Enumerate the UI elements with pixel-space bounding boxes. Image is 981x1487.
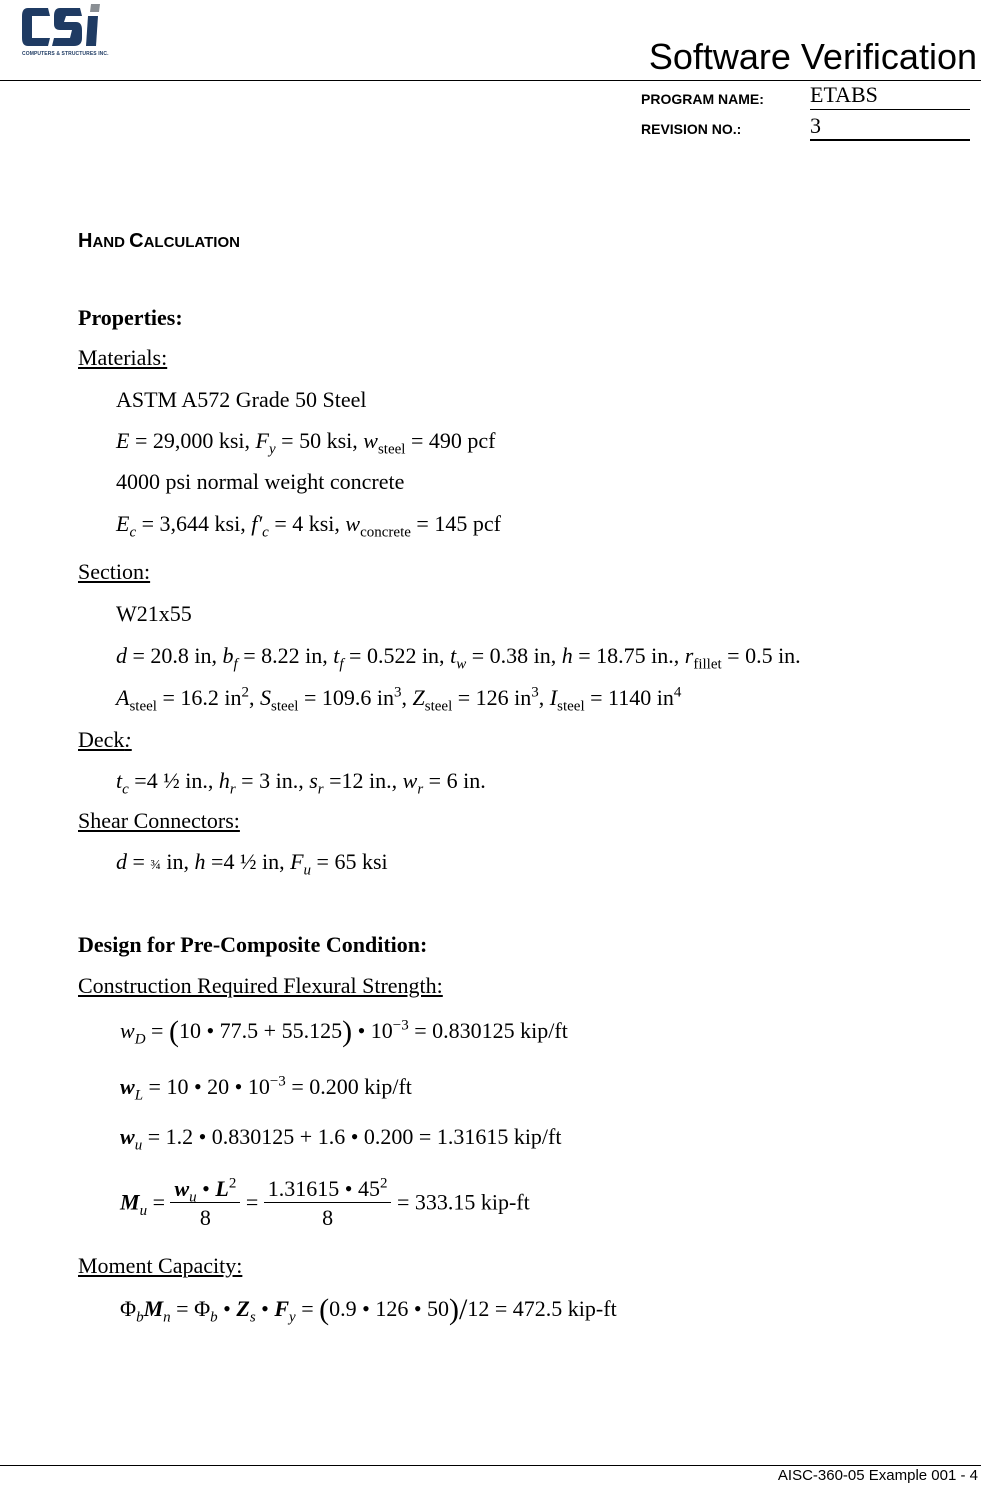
footer-divider [0, 1465, 981, 1466]
program-name-value: ETABS [810, 82, 878, 107]
materials-title: Materials: [78, 345, 168, 370]
moment-capacity-equation: $\Phi_bM_n = \Phi_b$ • $Z_s$ • $F_y = (0.9$ • 126 • 50)/12 = 472.5 kip-ft [120, 1293, 617, 1326]
shear-connectors-title: Shear Connectors: [78, 808, 240, 833]
deck-properties: $t_c =4$ ½ in., $h_r = 3$ in., $s_r =12$ in., $w_r = 6$ in. [116, 768, 486, 798]
moment-capacity-title: Moment Capacity: [78, 1253, 243, 1278]
logo-caption: COMPUTERS & STRUCTURES INC. [22, 51, 109, 57]
page-title: Software Verification [648, 36, 977, 77]
properties-title: Properties: [78, 305, 183, 330]
program-name-label: PROGRAM NAME: [641, 91, 764, 107]
section-properties: $A_{steel} = 16.2$ $in^2$, $S_{steel} = 109.6$ $in^3$, $Z_{steel} = 126$ $in^3$, $I_{steel} = 1140$ $in^4$ [116, 684, 682, 715]
concrete-properties: $E_c = 3,644$ ksi, $f'_c = 4$ ksi, $w_{concrete} = 145$ pcf [116, 511, 501, 541]
deck-title: Deck: [78, 727, 132, 752]
shear-connector-properties: d = ¾ in, h =4 ½ in, $F_u = 65$ ksi [116, 849, 388, 879]
section-shape: W21x55 [116, 601, 192, 626]
section-title: Section: [78, 559, 151, 584]
section-dimensions: d = 20.8 in, $b_f = 8.22$ in, $t_f = 0.522$ in, $t_w = 0.38$ in, h = 18.75 in., $r_{fillet} = 0.5$ in. [116, 643, 801, 673]
revision-label: REVISION NO.: [641, 121, 742, 137]
flexural-strength-title: Construction Required Flexural Strength: [78, 973, 443, 998]
section-heading: HAND CALCULATION [78, 230, 240, 252]
revision-value: 3 [810, 113, 821, 138]
design-title: Design for Pre-Composite Condition: [78, 932, 428, 957]
factored-load-equation: $w_u = 1.2$ • 0.830125 + 1.6 • 0.200 = 1.31615 kip/ft [120, 1124, 562, 1154]
concrete-type: 4000 psi normal weight concrete [116, 469, 405, 494]
live-load-equation: $w_L = 10$ • 20 • $10^{-3} = 0.200$ kip/ft [120, 1073, 412, 1104]
dead-load-equation: $w_D = (10$ • 77.5 + 55.125) • $10^{-3} = 0.830125$ kip/ft [120, 1015, 568, 1048]
required-moment-equation: $M_u$ = $\frac{w_u • L^2}{8}$ = $\frac{1.31615 • 45^2}{8}$ = 333.15 kip-ft [120, 1175, 530, 1230]
revision-underline [810, 139, 970, 141]
header-divider [0, 80, 981, 81]
page-footer: AISC-360-05 Example 001 - 4 [777, 1467, 978, 1484]
steel-grade: ASTM A572 Grade 50 Steel [116, 387, 367, 412]
program-name-underline [810, 109, 970, 110]
steel-properties: E = 29,000 ksi, $F_y = 50$ ksi, $w_{steel} = 490$ pcf [116, 428, 496, 458]
